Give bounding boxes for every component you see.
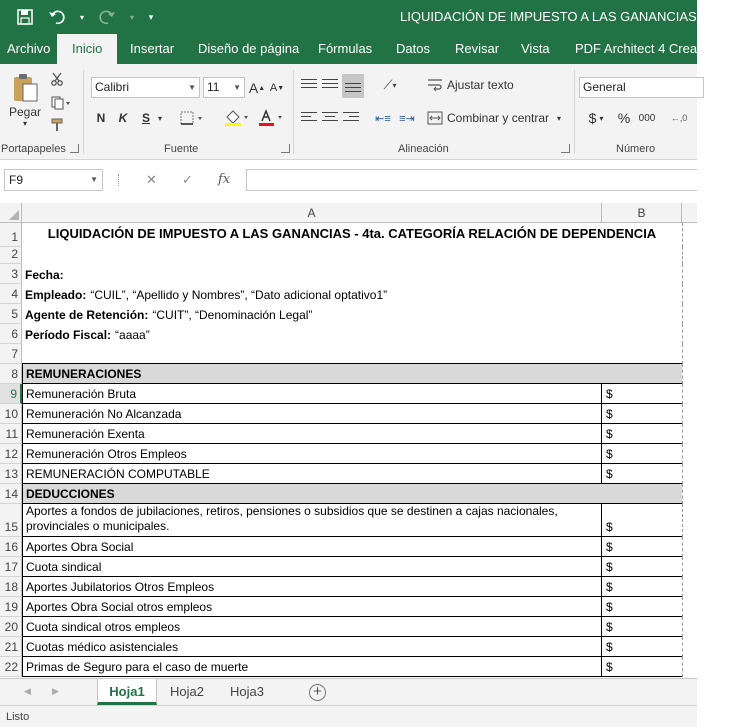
cell-c[interactable]: [682, 304, 697, 324]
row-header[interactable]: 1: [0, 223, 22, 247]
alignment-launcher-icon[interactable]: [561, 144, 570, 153]
tab-revisar[interactable]: Revisar: [455, 41, 500, 56]
sheet-tab-hoja3[interactable]: Hoja3: [230, 684, 264, 699]
cell-c[interactable]: [682, 577, 697, 597]
borders-icon: [180, 111, 204, 125]
cell-b[interactable]: $: [602, 577, 682, 597]
underline-dropdown-icon[interactable]: ▾: [157, 113, 162, 123]
tab-formulas[interactable]: Fórmulas: [318, 41, 373, 56]
row-header[interactable]: 4: [0, 284, 22, 304]
row-header[interactable]: 22: [0, 657, 22, 677]
cell-a[interactable]: Primas de Seguro para el caso de muerte: [22, 657, 602, 677]
enter-formula-icon[interactable]: ✓: [182, 172, 193, 187]
align-bottom-icon[interactable]: [342, 74, 364, 98]
merge-center-icon: [427, 111, 443, 125]
group-label-portapapeles: Portapapeles: [1, 143, 66, 155]
align-right-icon[interactable]: [342, 109, 360, 127]
group-label-numero: Número: [616, 143, 656, 155]
column-header-a[interactable]: A: [22, 203, 602, 223]
value-periodo-fiscal: “aaaa”: [115, 328, 150, 342]
row-header[interactable]: 2: [0, 247, 22, 264]
cell-b[interactable]: [602, 247, 682, 264]
wrap-text-label: Ajustar texto: [447, 78, 514, 92]
fill-color-button[interactable]: [222, 108, 252, 128]
row-header[interactable]: 5: [0, 304, 22, 324]
merge-center-label: Combinar y centrar: [447, 111, 550, 125]
row-header[interactable]: 6: [0, 324, 22, 344]
grow-font-label: A: [248, 80, 259, 96]
cell-c[interactable]: [682, 597, 697, 617]
table-row: [0, 464, 697, 484]
next-sheet-icon[interactable]: ▶: [52, 686, 59, 696]
font-size-combo[interactable]: [203, 77, 245, 98]
paste-dropdown-icon[interactable]: ▾: [22, 118, 27, 128]
table-row: [0, 324, 697, 344]
value-empleado: “CUIL”, “Apellido y Nombres”, “Dato adicional optativo1”: [90, 288, 388, 302]
label-agente-retencion: Agente de Retención:: [25, 308, 149, 322]
cell-a[interactable]: [22, 344, 682, 364]
cell-a[interactable]: Remuneración Bruta: [22, 384, 602, 404]
cell-c[interactable]: [682, 557, 697, 577]
cancel-formula-icon[interactable]: ✕: [146, 172, 157, 187]
cell-a-periodo[interactable]: [22, 324, 602, 344]
cell-a[interactable]: Remuneración Exenta: [22, 424, 602, 444]
cell-b[interactable]: $: [602, 637, 682, 657]
sheet-tab-hoja1[interactable]: Hoja1: [97, 679, 157, 705]
cell-a[interactable]: Aportes Obra Social otros empleos: [22, 597, 602, 617]
row-header[interactable]: 19: [0, 597, 22, 617]
formula-bar-grip[interactable]: [118, 174, 120, 186]
cell-c[interactable]: [682, 284, 697, 304]
decrease-indent-icon[interactable]: ⇤≡: [375, 112, 391, 125]
group-label-alineacion: Alineación: [398, 143, 449, 155]
font-launcher-icon[interactable]: [281, 144, 290, 153]
align-left-icon[interactable]: [300, 109, 318, 127]
row-header[interactable]: 15: [0, 504, 22, 537]
group-separator: [83, 70, 84, 154]
shrink-font-label: A: [269, 82, 278, 94]
cell-c[interactable]: [682, 384, 697, 404]
font-name-combo[interactable]: [91, 77, 200, 98]
cut-icon[interactable]: [47, 70, 67, 88]
table-row: [0, 304, 697, 324]
orientation-icon[interactable]: ⟋ ▾: [383, 77, 397, 92]
cell-c[interactable]: [682, 617, 697, 637]
row-header[interactable]: 18: [0, 577, 22, 597]
cell-c[interactable]: [682, 444, 697, 464]
clipboard-launcher-icon[interactable]: [70, 144, 79, 153]
label-fecha: Fecha:: [25, 268, 64, 282]
cell-a-fecha[interactable]: [22, 264, 602, 284]
cell-c[interactable]: [682, 264, 697, 284]
currency-label: $: [588, 110, 597, 126]
table-row: [0, 264, 697, 284]
align-middle-icon[interactable]: [321, 76, 339, 94]
cell-b[interactable]: $: [602, 657, 682, 677]
cell-a[interactable]: REMUNERACIÓN COMPUTABLE: [22, 464, 602, 484]
label-empleado: Empleado:: [25, 288, 87, 302]
cell-c[interactable]: [682, 504, 697, 537]
title-bar: [0, 0, 743, 34]
align-center-icon[interactable]: [321, 109, 339, 127]
column-header-c[interactable]: [682, 203, 697, 223]
section-remuneraciones[interactable]: REMUNERACIONES: [22, 364, 682, 384]
merge-center-button[interactable]: [427, 108, 567, 128]
redo-icon[interactable]: [96, 7, 118, 27]
table-row: [0, 223, 697, 247]
prev-sheet-icon[interactable]: ◀: [24, 686, 31, 696]
row-header[interactable]: 11: [0, 424, 22, 444]
table-row: [0, 404, 697, 424]
wrap-text-icon: [427, 78, 443, 92]
currency-button[interactable]: $ ▾: [588, 110, 604, 126]
value-agente-retencion: “CUIT”, “Denominación Legal”: [152, 308, 313, 322]
table-row: [0, 537, 697, 557]
row-header[interactable]: 3: [0, 264, 22, 284]
cell-c[interactable]: [682, 464, 697, 484]
tab-datos[interactable]: Datos: [396, 41, 430, 56]
table-row: [0, 384, 697, 404]
customize-qat-icon[interactable]: ▾: [148, 11, 154, 22]
cell-a[interactable]: Cuotas médico asistenciales: [22, 637, 602, 657]
cell-b[interactable]: $: [602, 444, 682, 464]
group-separator: [293, 70, 294, 154]
cell-b[interactable]: $: [602, 597, 682, 617]
wrap-text-button[interactable]: [427, 75, 522, 95]
cell-b[interactable]: $: [602, 537, 682, 557]
number-format-value: General: [583, 80, 626, 94]
row-header[interactable]: 14: [0, 484, 22, 504]
name-box[interactable]: [4, 169, 103, 191]
cell-b[interactable]: $: [602, 424, 682, 444]
formula-bar: [0, 165, 697, 195]
table-row: [0, 637, 697, 657]
row-header[interactable]: 10: [0, 404, 22, 424]
save-icon[interactable]: [14, 7, 36, 27]
cell-b[interactable]: [602, 284, 682, 304]
row-header[interactable]: 20: [0, 617, 22, 637]
undo-icon[interactable]: [46, 7, 68, 27]
select-all-corner[interactable]: [0, 203, 22, 223]
italic-button[interactable]: K: [118, 111, 128, 125]
tab-insertar[interactable]: Insertar: [130, 41, 175, 56]
tab-pdf-architect[interactable]: PDF Architect 4 Creator: [575, 41, 713, 56]
font-name-value: Calibri: [95, 80, 130, 94]
chevron-down-icon: ▼: [188, 83, 196, 92]
cell-b[interactable]: $: [602, 504, 682, 537]
cell-c[interactable]: [682, 344, 697, 364]
table-row: [0, 597, 697, 617]
name-box-value: F9: [9, 173, 24, 187]
ribbon-home: [0, 64, 697, 160]
table-row: [0, 364, 697, 384]
cell-a[interactable]: Remuneración No Alcanzada: [22, 404, 602, 424]
cell-c[interactable]: [682, 324, 697, 344]
number-format-combo[interactable]: [579, 77, 704, 98]
cell-b[interactable]: $: [602, 557, 682, 577]
underline-button[interactable]: S: [141, 111, 150, 125]
column-header-b[interactable]: B: [602, 203, 682, 223]
cell-a[interactable]: Remuneración Otros Empleos: [22, 444, 602, 464]
table-row: [0, 617, 697, 637]
tab-archivo[interactable]: Archivo: [7, 41, 51, 56]
cell-b[interactable]: $: [602, 384, 682, 404]
undo-dropdown-icon[interactable]: ▾: [79, 12, 84, 22]
row-header[interactable]: 8: [0, 364, 22, 384]
tab-diseno-de-pagina[interactable]: Diseño de página: [198, 41, 300, 56]
cell-a[interactable]: Cuota sindical: [22, 557, 602, 577]
font-size-value: 11: [207, 80, 220, 94]
sheet-tab-bar: [0, 678, 697, 705]
copy-icon[interactable]: [47, 94, 75, 112]
shrink-font-button[interactable]: A ▼: [269, 82, 285, 94]
thousands-button[interactable]: 000: [638, 112, 656, 124]
chevron-down-icon: ▼: [233, 83, 241, 92]
font-color-button[interactable]: [256, 108, 286, 128]
bold-button[interactable]: N: [96, 111, 106, 125]
cell-a[interactable]: [22, 247, 602, 264]
row-header[interactable]: 9: [0, 384, 22, 404]
paste-label: Pegar: [8, 104, 42, 119]
paste-button[interactable]: [8, 72, 42, 128]
borders-button[interactable]: [178, 108, 206, 128]
row-header[interactable]: 21: [0, 637, 22, 657]
table-row: [0, 657, 697, 677]
cell-b[interactable]: [602, 324, 682, 344]
align-top-icon[interactable]: [300, 76, 318, 94]
sheet-tab-hoja2[interactable]: Hoja2: [170, 684, 204, 699]
cell-a[interactable]: Aportes a fondos de jubilaciones, retiros, pensiones o subsidios que se destinen a cajas nacionales, provinciales o municipales.: [22, 504, 602, 537]
table-row: [0, 484, 697, 504]
cell-a-empleado[interactable]: [22, 284, 602, 304]
window-title: LIQUIDACIÓN DE IMPUESTO A LAS GANANCIAS - 4ta. C: [400, 9, 743, 24]
row-header[interactable]: 12: [0, 444, 22, 464]
cell-b[interactable]: [602, 264, 682, 284]
paste-icon: [11, 73, 39, 103]
status-text: Listo: [6, 711, 30, 723]
row-header[interactable]: 16: [0, 537, 22, 557]
cell-c[interactable]: [682, 484, 697, 504]
cell-c[interactable]: [682, 657, 697, 677]
redo-dropdown-icon[interactable]: ▾: [129, 12, 134, 22]
table-row: [0, 504, 697, 537]
quick-access-toolbar: [14, 7, 156, 27]
increase-decimal-icon[interactable]: ←,0: [670, 113, 688, 123]
cell-b[interactable]: $: [602, 617, 682, 637]
row-header[interactable]: 13: [0, 464, 22, 484]
table-row: [0, 424, 697, 444]
cell-c[interactable]: [682, 404, 697, 424]
chevron-down-icon[interactable]: ▾: [557, 113, 562, 123]
chevron-down-icon: ▼: [90, 175, 98, 184]
tab-vista[interactable]: Vista: [521, 41, 550, 56]
cell-c[interactable]: [682, 537, 697, 557]
fill-color-icon: [224, 110, 250, 126]
percent-button[interactable]: %: [617, 110, 631, 126]
table-row: [0, 444, 697, 464]
font-color-icon: [258, 110, 284, 126]
status-bar: [0, 705, 697, 727]
cell-b[interactable]: $: [602, 404, 682, 424]
cell-a-agente[interactable]: [22, 304, 602, 324]
table-row: [0, 557, 697, 577]
tab-inicio[interactable]: Inicio: [57, 34, 117, 64]
table-row: [0, 247, 697, 264]
format-painter-icon[interactable]: [47, 116, 67, 134]
cell-a[interactable]: Cuota sindical otros empleos: [22, 617, 602, 637]
label-periodo-fiscal: Período Fiscal:: [25, 328, 112, 342]
cell-a[interactable]: Aportes Obra Social: [22, 537, 602, 557]
cell-c[interactable]: [682, 223, 697, 247]
section-deducciones[interactable]: DEDUCCIONES: [22, 484, 682, 504]
ribbon-tabs: [0, 34, 713, 64]
insert-function-icon[interactable]: fx: [218, 172, 231, 187]
cell-a1-title[interactable]: LIQUIDACIÓN DE IMPUESTO A LAS GANANCIAS - 4ta. CATEGORÍA RELACIÓN DE DEPENDENCIA: [47, 226, 657, 241]
cell-c[interactable]: [682, 247, 697, 264]
increase-indent-icon[interactable]: ≡⇥: [399, 112, 415, 125]
cell-b[interactable]: $: [602, 464, 682, 484]
formula-input[interactable]: [246, 169, 697, 191]
table-row: [0, 284, 697, 304]
group-separator: [574, 70, 575, 154]
add-sheet-button[interactable]: +: [309, 684, 326, 701]
row-header[interactable]: 7: [0, 344, 22, 364]
group-label-fuente: Fuente: [164, 143, 199, 155]
cell-b[interactable]: [602, 304, 682, 324]
grow-font-button[interactable]: A ▲: [248, 80, 266, 96]
cell-c[interactable]: [682, 637, 697, 657]
table-row: [0, 344, 697, 364]
cell-a[interactable]: Aportes Jubilatorios Otros Empleos: [22, 577, 602, 597]
row-header[interactable]: 17: [0, 557, 22, 577]
cell-c[interactable]: [682, 424, 697, 444]
table-row: [0, 577, 697, 597]
cell-c[interactable]: [682, 364, 697, 384]
